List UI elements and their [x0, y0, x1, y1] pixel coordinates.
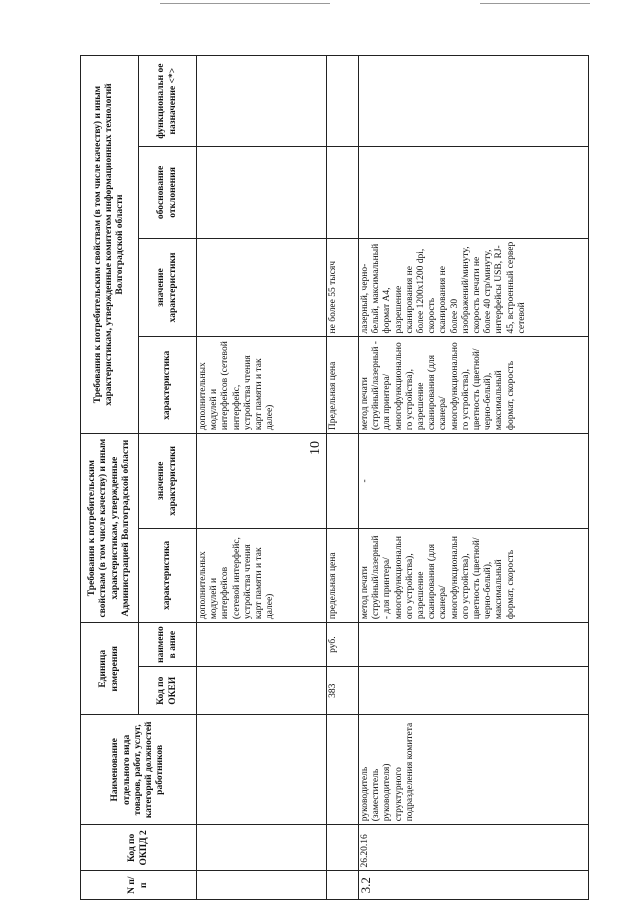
cell-admin-characteristic: предельная цена: [327, 528, 359, 623]
cell-admin-value: -: [359, 434, 589, 529]
cell-name: [327, 715, 359, 825]
cell-committee-characteristic: метод печати (струйный/лазерный - для принтера/многофункционального устройства), разрешение сканирования (для сканера/многофункционального устройства), цветность (цветной/черно-белый), максимальный формат, скорость: [359, 337, 589, 434]
cell-name: руководитель (заместитель руководителя) структурного подразделения комитета: [359, 715, 589, 825]
scan-edge-line: [160, 3, 330, 4]
cell-functional: [197, 56, 327, 147]
cell-justification: [359, 147, 589, 238]
header-unit: Единица измерения: [81, 623, 139, 715]
cell-okpd: [327, 825, 359, 871]
page-number: 10: [308, 441, 323, 455]
cell-unit-code: [359, 667, 589, 715]
cell-functional: [327, 56, 359, 147]
scan-edge-line: [480, 3, 590, 4]
header-admin-value: значение характеристики: [139, 434, 197, 529]
cell-justification: [197, 147, 327, 238]
header-committee-characteristic: характеристика: [139, 337, 197, 434]
header-unit-code: Код по ОКЕИ: [139, 667, 197, 715]
header-justification: обоснование отклонения: [139, 147, 197, 238]
header-okpd: Код по ОКПД 2: [81, 825, 197, 871]
cell-committee-characteristic: Предельная цена: [327, 337, 359, 434]
cell-admin-characteristic: метод печати (струйный/лазерный - для принтера/многофункционального устройства), разрешение сканирования (для сканера/многофункционального устройства), цветность (цветной/черно-белый), максимальный формат, скорость: [359, 528, 589, 623]
cell-num: [197, 871, 327, 900]
table-row: [197, 56, 327, 900]
header-admin-requirements: Требования к потребительским свойствам (в том числе качеству) и иным характеристикам, утвержденные Администрацией Волгоградской области: [81, 434, 139, 623]
rotated-document-table: [80, 55, 600, 900]
cell-okpd: 26.20.16: [359, 825, 589, 871]
header-num: N п/п: [81, 871, 197, 900]
cell-unit-name: руб.: [327, 623, 359, 667]
cell-num: [327, 871, 359, 900]
cell-functional: [359, 56, 589, 147]
header-unit-name: наименов ание: [139, 623, 197, 667]
cell-committee-value: лазерный, черно-белый, максимальный формат А4, разрешение сканирования не более 1200х1200 dpi, скорость сканирования не более 30 изображений/минуту, скорость печати не более 40 стр/минуту, интерфейсы USB, RJ-45, встроенный сервер сетевой: [359, 238, 589, 337]
cell-unit-code: 383: [327, 667, 359, 715]
cell-admin-value: [197, 434, 327, 529]
header-committee-requirements: Требования к потребительским свойствам (в том числе качеству) и иным характеристикам, утвержденные комитетом информационных технологий Волгоградской области: [81, 56, 139, 434]
cell-num: 3.2: [359, 871, 589, 900]
cell-unit-name: [359, 623, 589, 667]
cell-committee-characteristic: дополнительных модулей и интерфейсов (сетевой интерфейс, устройства чтения карт памяти и так далее): [197, 337, 327, 434]
header-functional: функциональн ое назначение <*>: [139, 56, 197, 147]
header-admin-characteristic: характеристика: [139, 528, 197, 623]
cell-unit-code: [197, 667, 327, 715]
table-row: [327, 56, 359, 900]
cell-admin-characteristic: дополнительных модулей и интерфейсов (сетевой интерфейс, устройства чтения карт памяти и так далее): [197, 528, 327, 623]
header-committee-value: значение характеристики: [139, 238, 197, 337]
header-name: Наименование отдельного вида товаров, работ, услуг, категорий должностей работников: [81, 715, 197, 825]
requirements-table: [80, 55, 589, 900]
cell-admin-value: [327, 434, 359, 529]
cell-justification: [327, 147, 359, 238]
cell-name: [197, 715, 327, 825]
cell-okpd: [197, 825, 327, 871]
cell-committee-value: [197, 238, 327, 337]
cell-committee-value: не более 55 тысяч: [327, 238, 359, 337]
table-row: [359, 56, 589, 900]
cell-unit-name: [197, 623, 327, 667]
